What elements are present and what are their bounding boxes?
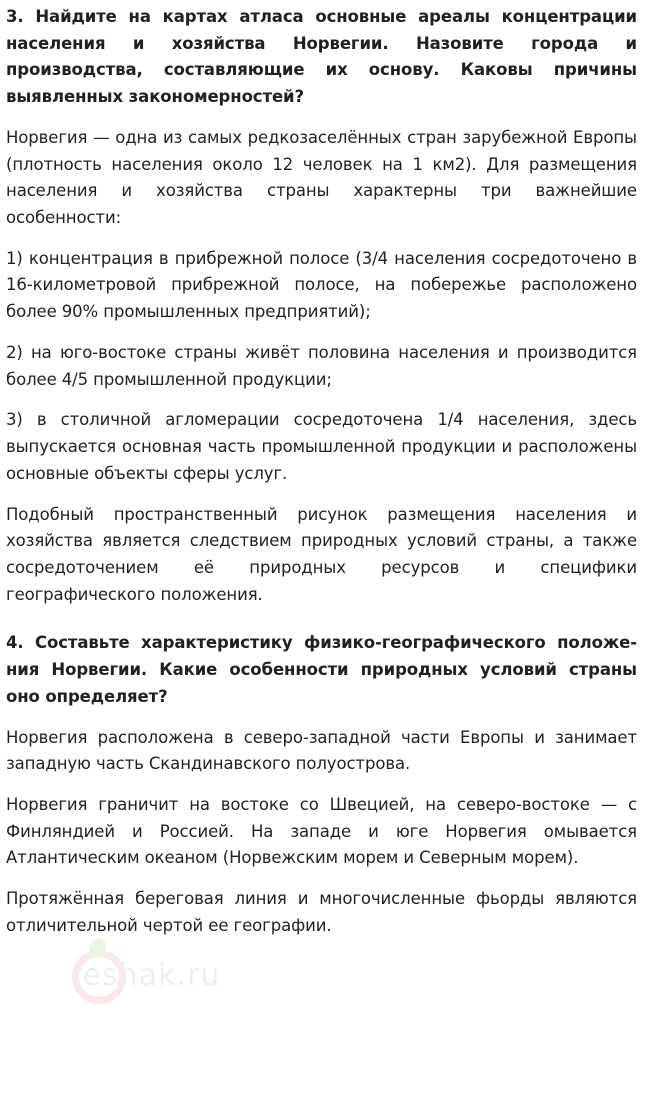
answer-3-conclusion: Подобный пространственный рисунок размещения населения и хозяйства является следствием природных условий страны, а также сосредоточением её природных ресурсов и специфики географического положения.: [6, 504, 637, 604]
answer-3-point-3: 3) в столичной агломерации сосредоточена 1/4 населения, здесь выпускается основная часть промышленной продукции и расположены основные объекты сферы услуг.: [6, 410, 637, 483]
watermark-leaf-icon: [87, 936, 108, 960]
answer-3-point-1: 1) концентрация в прибрежной полосе (3/4 населения сосредоточено в 16-километровой прибрежной полосе, на побережье расположено более 90% промышленных предприятий);: [6, 248, 637, 322]
watermark-circle-icon: [72, 950, 126, 1004]
watermark-text: reshak.ru: [70, 958, 221, 993]
answer-3-intro: Норвегия — одна из самых редкозаселённых стран зарубежной Европы (плотность населения около 12 человек на 1 км2). Для размещения населения и хозяйства страны характерны три важнейшие особенности:: [6, 127, 637, 228]
answer-4-paragraph-3: Протяжённая береговая линия и многочисленные фьорды являются отличительной чертой ее географии.: [6, 889, 637, 935]
answer-4-paragraph-1: Норвегия расположена в северо-западной части Европы и занимает западную часть Скандинавского полуострова.: [6, 727, 637, 774]
question-4: 4. Составьте характеристику физико-географического положе-ния Норвегии. Какие особенности природных условий страны оно определяет?: [6, 633, 637, 706]
question-3: 3. Найдите на картах атласа основные ареалы концентрации населения и хозяйства Норвегии. Назовите города и производства, составляющие их основу. Каковы причины выявленных закономерностей?: [6, 7, 637, 107]
answer-4-paragraph-2: Норвегия граничит на востоке со Швецией, на северо-востоке — с Финляндией и Россией. На западе и юге Норвегия омывается Атлантическим океаном (Норвежским морем и Северным морем).: [6, 794, 637, 868]
document-content: [6, 4, 637, 940]
answer-3-point-2: 2) на юго-востоке страны живёт половина населения и производится более 4/5 промышленной продукции;: [6, 342, 637, 389]
